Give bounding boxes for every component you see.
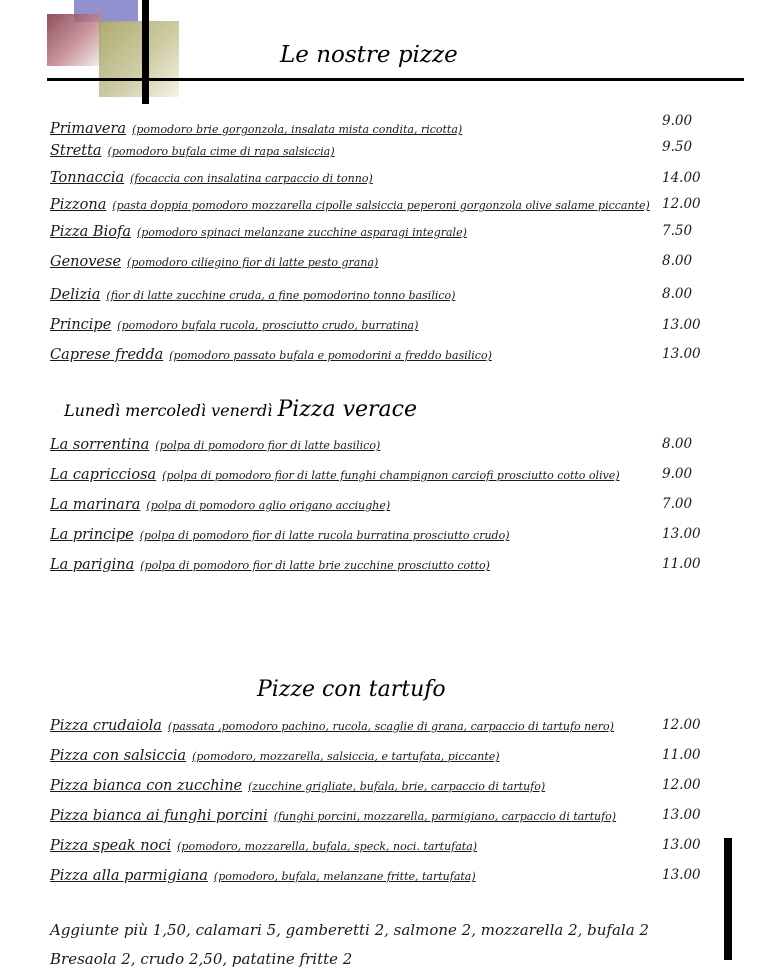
- decorative-vertical-bar-bottom: [724, 838, 732, 960]
- menu-item-price: 12.00: [662, 717, 701, 733]
- menu-item: [50, 344, 690, 363]
- menu-item: [50, 167, 690, 186]
- menu-item: [50, 251, 693, 270]
- menu-item-description: (polpa di pomodoro aglio origano acciughe): [146, 499, 391, 512]
- menu-item: [50, 554, 690, 573]
- menu-item-description: (pasta doppia pomodoro mozzarella cipolle salsiccia peperoni gorgonzola olive salame piccante): [112, 199, 650, 212]
- menu-item: [50, 775, 690, 794]
- page-title: Le nostre pizze: [280, 42, 458, 68]
- menu-item-description: (pomodoro bufala cime di rapa salsiccia): [107, 145, 335, 158]
- verace-days: Lunedì mercoledì venerdì: [64, 401, 273, 420]
- menu-item-name: Pizza crudaiola: [50, 718, 162, 734]
- tartufo-section-title: Pizze con tartufo: [257, 677, 446, 702]
- menu-item-price: 7.50: [662, 223, 693, 239]
- menu-item-description: (focaccia con insalatina carpaccio di tonno): [130, 172, 373, 185]
- menu-item-name: Primavera: [50, 121, 127, 137]
- decorative-vertical-bar: [142, 0, 149, 104]
- menu-item-name: Delizia: [50, 287, 101, 303]
- menu-item-name: Pizza Biofa: [50, 224, 131, 240]
- menu-item: [50, 835, 690, 854]
- menu-item-name: Pizza bianca con zucchine: [50, 778, 243, 794]
- menu-item: [50, 464, 693, 483]
- menu-item-description: (polpa di pomodoro fior di latte funghi champignon carciofi prosciutto cotto olive): [162, 469, 620, 482]
- menu-item-name: Pizza con salsiccia: [50, 748, 187, 764]
- menu-item: [50, 805, 690, 824]
- menu-item-description: (pomodoro, bufala, melanzane fritte, tartufata): [213, 870, 476, 883]
- decorative-square-red: [47, 14, 101, 66]
- menu-item-name: Pizza alla parmigiana: [50, 868, 208, 884]
- menu-item: [50, 118, 690, 137]
- menu-item-price: 7.00: [662, 496, 693, 512]
- header-rule: [47, 78, 744, 81]
- menu-item-description: (pomodoro spinaci melanzane zucchine asparagi integrale): [136, 226, 467, 239]
- menu-item-name: Pizzona: [50, 197, 107, 213]
- menu-item: [50, 139, 693, 159]
- menu-item-price: 13.00: [662, 346, 701, 362]
- menu-item-price: 13.00: [662, 526, 701, 542]
- menu-item-name: Pizza speak noci: [50, 838, 172, 854]
- menu-item-name: Stretta: [50, 143, 102, 159]
- menu-item-price: 13.00: [662, 837, 701, 853]
- menu-item-description: (passata ,pomodoro pachino, rucola, scaglie di grana, carpaccio di tartufo nero): [167, 720, 614, 733]
- menu-item-name: La capricciosa: [50, 467, 157, 483]
- menu-item-description: (pomodoro, mozzarella, bufala, speck, noci. tartufata): [177, 840, 478, 853]
- menu-item-description: (pomodoro bufala rucola, prosciutto crudo, burratina): [117, 319, 419, 332]
- menu-item-price: 8.00: [662, 253, 693, 269]
- menu-item: [50, 314, 690, 333]
- menu-item-description: (pomodoro passato bufala e pomodorini a freddo basilico): [169, 349, 492, 362]
- aggiunte-note-continued: Bresaola 2, crudo 2,50, patatine fritte 2: [50, 950, 353, 968]
- menu-item-price: 8.00: [662, 286, 693, 302]
- menu-item-price: 12.00: [662, 196, 701, 212]
- menu-item: [50, 221, 693, 240]
- menu-item-name: La sorrentina: [50, 437, 150, 453]
- menu-item-name: La marinara: [50, 497, 141, 513]
- menu-item: [50, 524, 690, 543]
- verace-section-title: [64, 397, 417, 422]
- menu-item-price: 9.00: [662, 466, 693, 482]
- menu-item-price: 11.00: [662, 747, 701, 763]
- menu-item-price: 9.00: [662, 113, 693, 129]
- menu-item-description: (pomodoro ciliegino fior di latte pesto grana): [127, 256, 379, 269]
- menu-item-description: (fior di latte zucchine cruda, a fine pomodorino tonno basilico): [106, 289, 456, 302]
- menu-item: [50, 434, 693, 453]
- menu-item-name: La principe: [50, 527, 134, 543]
- verace-heading: Pizza verace: [277, 397, 418, 422]
- menu-item: [50, 745, 690, 764]
- menu-item-name: Principe: [50, 317, 112, 333]
- menu-item-name: Genovese: [50, 254, 122, 270]
- menu-item: [50, 194, 690, 213]
- menu-item-description: (pomodoro, mozzarella, salsiccia, e tartufata, piccante): [192, 750, 500, 763]
- menu-item-price: 9.50: [662, 139, 693, 155]
- menu-item-description: (zucchine grigliate, bufala, brie, carpaccio di tartufo): [248, 780, 546, 793]
- menu-item: [50, 284, 693, 303]
- menu-item: [50, 715, 690, 734]
- menu-item-description: (funghi porcini, mozzarella, parmigiano, carpaccio di tartufo): [273, 810, 617, 823]
- menu-item-description: (pomodoro brie gorgonzola, insalata mista condita, ricotta): [132, 123, 463, 136]
- menu-item-description: (polpa di pomodoro fior di latte rucola burratina prosciutto crudo): [139, 529, 510, 542]
- menu-item-description: (polpa di pomodoro fior di latte basilico): [155, 439, 381, 452]
- menu-item-price: 11.00: [662, 556, 701, 572]
- menu-item-name: Pizza bianca ai funghi porcini: [50, 808, 268, 824]
- menu-item-price: 13.00: [662, 317, 701, 333]
- decorative-square-olive: [99, 21, 179, 97]
- menu-item-price: 12.00: [662, 777, 701, 793]
- menu-item-price: 13.00: [662, 867, 701, 883]
- menu-item-price: 14.00: [662, 170, 701, 186]
- menu-item-name: Tonnaccia: [50, 170, 125, 186]
- menu-item-price: 8.00: [662, 436, 693, 452]
- menu-item-name: Caprese fredda: [50, 347, 164, 363]
- menu-item: [50, 494, 693, 513]
- menu-item-name: La parigina: [50, 557, 135, 573]
- menu-item-price: 13.00: [662, 807, 701, 823]
- menu-item: [50, 865, 690, 884]
- menu-item-description: (polpa di pomodoro fior di latte brie zucchine prosciutto cotto): [140, 559, 490, 572]
- aggiunte-note: Aggiunte più 1,50, calamari 5, gamberetti 2, salmone 2, mozzarella 2, bufala 2: [50, 921, 649, 939]
